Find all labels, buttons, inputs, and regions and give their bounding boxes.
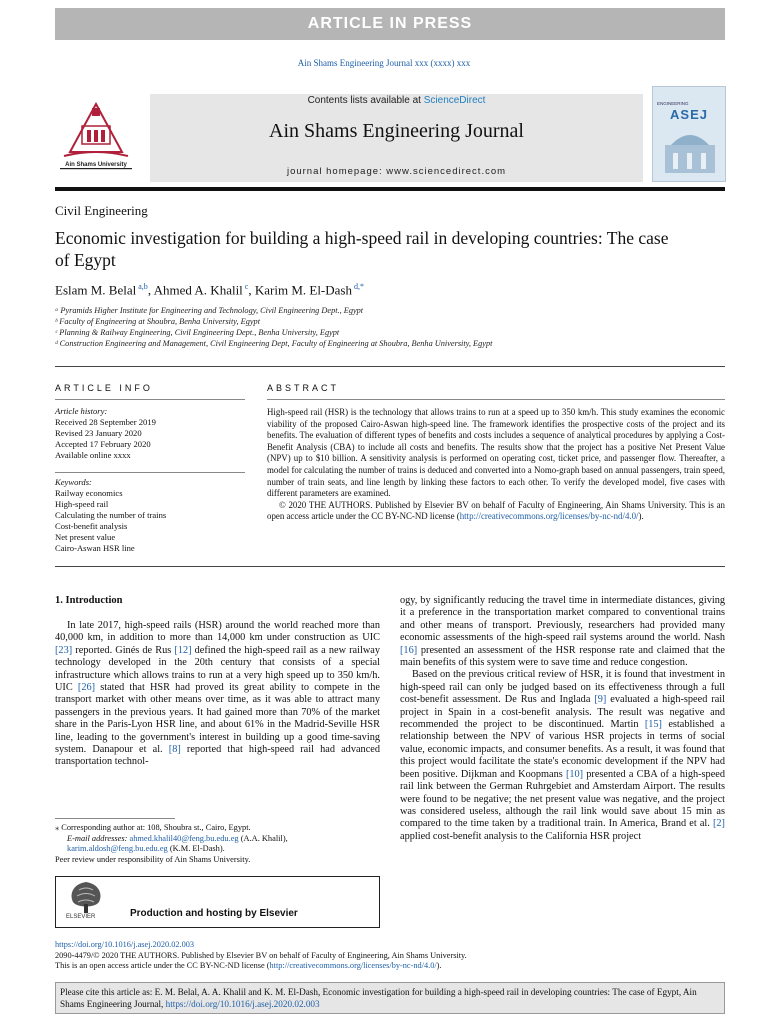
footnote-rule	[55, 818, 175, 819]
author-affiliation-marker[interactable]: d,*	[351, 282, 364, 291]
cover-engineering-label: ENGINEERING	[657, 101, 689, 106]
citation-link[interactable]: [15]	[644, 719, 662, 731]
email-addresses: E-mail addresses: ahmed.khalil40@feng.bu.edu.eg (A.A. Khalil), karim.aldosh@feng.bu.edu.eg (K.M. El-Dash).	[67, 833, 288, 854]
keyword: Net present value	[55, 532, 116, 542]
cover-building-icon	[661, 127, 719, 175]
citation-link[interactable]: [26]	[77, 682, 96, 694]
affiliation-rule	[55, 366, 725, 367]
journal-homepage[interactable]: journal homepage: www.sciencedirect.com	[286, 166, 507, 177]
history-received: Received 28 September 2019	[55, 417, 156, 427]
intro-paragraph-1-cont: ogy, by significantly reducing the travel time in intermediate distances, giving it a preference in the transportation market compared to conventional trains and other means of transport. Previously, researchers had provided many economic assessments of the high-speed rail systems around the world. Nash [16] presented an assessment of the HSR response rate and claimed that the main benefits of this system were to save time and reduce congestion.	[400, 595, 725, 669]
keyword: Railway economics	[55, 488, 123, 498]
abstract-body	[267, 407, 725, 523]
keyword: Cairo-Aswan HSR line	[55, 543, 135, 553]
elsevier-wordmark: ELSEVIER	[66, 914, 96, 920]
citation-link[interactable]: [8]	[168, 744, 181, 756]
peer-review-note: Peer review under responsibility of Ain Shams University.	[55, 854, 251, 864]
oa-license-link[interactable]: http://creativecommons.org/licenses/by-nc-nd/4.0/	[269, 961, 437, 971]
affiliation-a: ᵃ Pyramids Higher Institute for Engineering and Technology, Civil Engineering Dept., Egypt	[55, 306, 364, 315]
affiliation-b: ᵇ Faculty of Engineering at Shoubra, Benha University, Egypt	[55, 317, 261, 326]
cover-brand: ASEJ	[670, 107, 708, 122]
license-link[interactable]: http://creativecommons.org/licenses/by-nc-nd/4.0/	[459, 511, 639, 522]
issn-line: 2090-4479/© 2020 THE AUTHORS. Published by Elsevier BV on behalf of Faculty of Engineering, Ain Shams University.	[55, 950, 467, 960]
author-name: Karim M. El-Dash	[254, 282, 352, 298]
author-list: Eslam M. Belal $^{a,b}$, Ahmed A. Khalil $^c$, Karim M. El-Dash $^{d,*}$	[55, 282, 364, 298]
article-in-press-banner: ARTICLE IN PRESS	[55, 8, 725, 40]
citation-box: Please cite this article as: E. M. Belal, A. A. Khalil and K. M. El-Dash, Economic investigation for building a high-speed rail in developing countries: The case of Egypt, Ain Shams Engineering Journal, https://doi.org/10.1016/j.asej.2020.02.003	[55, 982, 725, 1014]
article-info-rule	[55, 399, 245, 400]
doi-block	[55, 940, 725, 972]
citation-link[interactable]: [2]	[712, 818, 725, 830]
history-label: Article history:	[55, 406, 108, 416]
author-affiliation-marker[interactable]: a,b	[136, 282, 148, 291]
abstract-rule	[267, 399, 725, 400]
journal-cover-image	[652, 86, 726, 182]
keywords-rule	[55, 472, 245, 473]
article-section: Civil Engineering	[55, 203, 148, 218]
journal-reference[interactable]: Ain Shams Engineering Journal xxx (xxxx) xxx	[297, 58, 471, 68]
left-column	[55, 620, 380, 769]
citation-link[interactable]: [23]	[55, 644, 73, 656]
history-online: Available online xxxx	[55, 450, 131, 460]
sciencedirect-link[interactable]: ScienceDirect	[423, 95, 486, 106]
intro-paragraph-1: In late 2017, high-speed rails (HSR) around the world reached more than 40,000 km, in addition to more than 14,000 km under construction as UIC [23] reported. Ginés de Rus [12] defined the high-speed rail as a new railway technology developed in the 20th century that consists of a special infrastructure which allows trains to run at a very high speed up to 350 km/h. UIC [26] stated that HSR had proved its great ability to compete in the transport market with other means over time, as it was able to attract many passengers in the previous years. It had gained more than 70% of the market share in the Paris-Lyon HSR line, and about 61% in the Madrid-Seville HSR line, leading to the government's interest in building up a good time-saving system. Danapour et al. [8] reported that high-speed rail had advanced transportation technol-	[55, 620, 381, 768]
hosting-text: Production and hosting by Elsevier	[130, 908, 298, 919]
doi-link[interactable]: https://doi.org/10.1016/j.asej.2020.02.003	[55, 940, 195, 949]
email-link-eldash[interactable]: karim.aldosh@feng.bu.edu.eg	[67, 844, 168, 854]
contents-line: Contents lists available at ScienceDirect	[307, 95, 486, 106]
keyword: High-speed rail	[55, 499, 109, 509]
logo-caption: Ain Shams University	[65, 162, 127, 168]
journal-title: Ain Shams Engineering Journal	[269, 120, 524, 142]
corresponding-author: ⁎ Corresponding author at: 108, Shoubra st., Cairo, Egypt.	[55, 823, 251, 832]
email-link-khalil[interactable]: ahmed.khalil40@feng.bu.edu.eg	[129, 833, 239, 843]
right-column	[400, 595, 725, 843]
author-name: Ahmed A. Khalil	[153, 282, 243, 298]
citation-doi-link[interactable]: https://doi.org/10.1016/j.asej.2020.02.003	[165, 999, 320, 1009]
keywords-block	[55, 477, 245, 554]
citation-link[interactable]: [12]	[174, 644, 192, 656]
article-history	[55, 406, 245, 461]
article-info-heading: ARTICLE INFO	[55, 383, 153, 393]
citation-link[interactable]: [10]	[565, 768, 584, 780]
affiliation-d: ᵈ Construction Engineering and Management, Civil Engineering Dept, Faculty of Engineering at Shoubra, Benha University, Egypt	[55, 339, 493, 348]
citation-link[interactable]: [9]	[594, 694, 607, 706]
citation-link[interactable]: [16]	[400, 644, 418, 656]
history-revised: Revised 23 January 2020	[55, 428, 142, 438]
keywords-label: Keywords:	[55, 477, 92, 487]
article-title: Economic investigation for building a high-speed rail in developing countries: The case of Egypt	[55, 228, 669, 270]
header-rule	[55, 187, 725, 191]
keyword: Calculating the number of trains	[55, 510, 167, 520]
history-accepted: Accepted 17 February 2020	[55, 439, 151, 449]
intro-paragraph-2: Based on the previous critical review of HSR, it is found that investment in high-speed rail can only be judged based on its effectiveness through a full cost-benefit assessment. De Rus and Inglada [9] evaluated a high-speed rail project in Spain in a cost-benefit analysis. The result was negative and recommended the project to be discontinued. Martin [15] established a relationship between the NPV of various HSR projects in terms of social value, economic impacts, and consumer benefits. As a result, it was found that this project would facilitate the state's economic development if the NPV had been positive. Dijkman and Koopmans [10] presented a CBA of a high-speed rail link between the German Ruhrgebiet and Amsterdam Airport. The results were found to be negative; the net present value was negative, and the project was considered useless, although the rail link would save about 15 min as compared to the time taken by a traditional train. In America, Brand et al. [2] applied cost-benefit analysis to the California HSR project	[400, 669, 726, 842]
abstract-heading: ABSTRACT	[267, 383, 340, 393]
footnote	[55, 823, 383, 865]
oa-line: This is an open access article under the CC BY-NC-ND license (http://creativecommons.org/licenses/by-nc-nd/4.0/).	[55, 961, 442, 971]
abstract-copyright: © 2020 THE AUTHORS. Published by Elsevier BV on behalf of Faculty of Engineering, Ain Shams University. This is an open access article under the CC BY-NC-ND license (http://creativecommons.org/licenses/by-nc-nd/4.0/).	[267, 499, 725, 522]
introduction-heading: 1. Introduction	[55, 595, 123, 606]
author-name: Eslam M. Belal	[55, 282, 137, 298]
abstract-bottom-rule	[55, 566, 725, 567]
affiliation-c: ᶜ Planning & Railway Engineering, Civil Engineering Dept., Benha University, Egypt	[55, 328, 340, 337]
author-affiliation-marker[interactable]: c	[242, 282, 249, 291]
abstract-text: High-speed rail (HSR) is the technology that allows trains to run at a speed up to 350 km/h. This study examines the economic viability of the proposed Cairo-Aswan high-speed line. The framework identifies the prospective costs of the project and its benefits. The evaluation of different types of benefits and costs includes a sequence of analytical procedures by applying a Cost-Benefit Analysis (CBA) to include all costs and benefits. The results show that the project has a positive Net Present Value (NPV) up to $10 billion. A sensitivity analysis is performed on operating cost, ticket price, and passenger flow. Thereafter, a model for calculating the number of trains is deduced and converted into a Nomo-graph based on annual passengers, train speed, number of train seats, and line length by linking these factors to each other. To verify the developed model, five cases with different parameters are examined.	[267, 407, 725, 499]
keyword: Cost-benefit analysis	[55, 521, 128, 531]
